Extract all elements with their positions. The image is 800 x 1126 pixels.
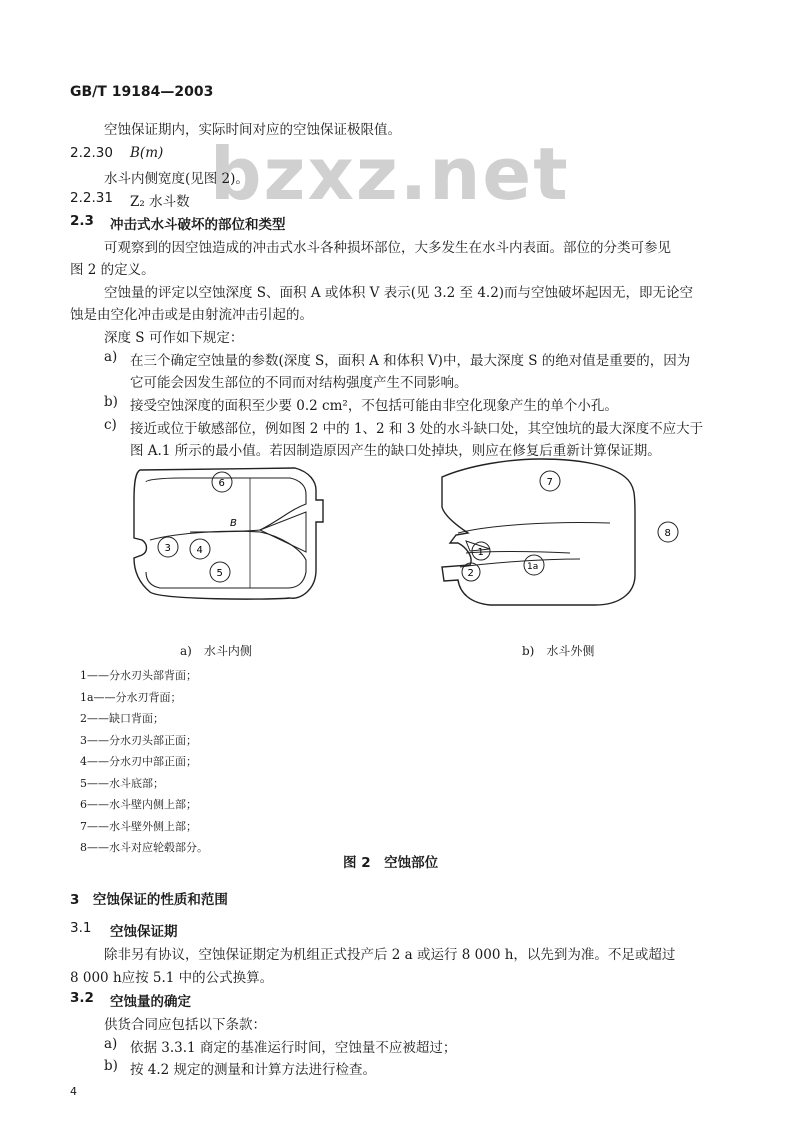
legend-item: 6——水斗壁内侧上部； bbox=[80, 798, 197, 811]
legend-item: 5——水斗底部； bbox=[80, 776, 164, 790]
section-title: 空蚀保证期 bbox=[110, 924, 178, 940]
section-title: 空蚀量的确定 bbox=[110, 994, 191, 1010]
callout-label: 7 bbox=[546, 477, 553, 488]
term-description: 水斗内侧宽度(见图 2)。 bbox=[104, 171, 249, 187]
figure-title: 图 2 空蚀部位 bbox=[343, 855, 439, 871]
paragraph-line: 可观察到的因空蚀造成的冲击式水斗各种损坏部位，大多发生在水斗内表面。部位的分类可参见 bbox=[104, 240, 671, 256]
callout-label: 1a bbox=[527, 562, 539, 572]
inner-upper-edge bbox=[146, 478, 306, 532]
page-number: 4 bbox=[70, 1085, 77, 1098]
legend-item: 1——分水刃头部背面； bbox=[80, 669, 197, 682]
watermark: bzxz.net bbox=[210, 132, 570, 216]
dimension-label: B bbox=[230, 518, 237, 529]
bucket-outline bbox=[134, 468, 323, 599]
callout-label: 6 bbox=[218, 478, 225, 489]
list-item-text: 在三个确定空蚀量的参数(深度 S，面积 A 和体积 V)中，最大深度 S 的绝对值是重要的，因为 bbox=[130, 353, 691, 369]
list-item-text: 它可能会因发生部位的不同而对结构强度产生不同影响。 bbox=[130, 375, 468, 391]
bucket-outline bbox=[442, 459, 635, 605]
outer-edge-line bbox=[458, 522, 610, 533]
list-label: a) bbox=[104, 349, 118, 365]
splitter-edge bbox=[260, 512, 306, 552]
list-item-text: 按 4.2 规定的测量和计算方法进行检查。 bbox=[130, 1062, 377, 1078]
list-label: b) bbox=[104, 394, 118, 410]
paragraph-line: 空蚀量的评定以空蚀深度 S、面积 A 或体积 V 表示(见 3.2 至 4.2)而与空蚀破坏起因无，即无论空 bbox=[104, 285, 694, 301]
legend-item: 3——分水刃头部正面； bbox=[80, 733, 197, 747]
section-title: 冲击式水斗破坏的部位和类型 bbox=[110, 217, 286, 233]
paragraph-line: 蚀是由空化冲击或是由射流冲击引起的。 bbox=[70, 307, 313, 323]
list-label: b) bbox=[104, 1058, 118, 1074]
list-label: a) bbox=[104, 1036, 118, 1052]
callout-label: 1 bbox=[477, 547, 484, 558]
paragraph-line: 8 000 h应按 5.1 中的公式换算。 bbox=[70, 970, 274, 986]
bucket-inner-figure bbox=[120, 460, 340, 620]
term-symbol: B(m) bbox=[130, 145, 164, 161]
text-line: 空蚀保证期内，实际时间对应的空蚀保证极限值。 bbox=[104, 122, 401, 138]
section-title: 3 空蚀保证的性质和范围 bbox=[70, 892, 228, 908]
section-number: 3.2 bbox=[70, 990, 94, 1006]
section-number: 2.3 bbox=[70, 213, 94, 229]
callout-label: 5 bbox=[216, 568, 223, 579]
legend-item: 2——缺口背面； bbox=[80, 712, 164, 725]
callout-label: 3 bbox=[164, 543, 171, 554]
figure-legend bbox=[80, 665, 208, 859]
section-number: 3.1 bbox=[70, 920, 92, 936]
paragraph-line: 供货合同应包括以下条款： bbox=[104, 1017, 266, 1033]
paragraph-line: 深度 S 可作如下规定： bbox=[104, 330, 244, 346]
legend-item: 4——分水刃中部正面； bbox=[80, 755, 197, 768]
bucket-outer-figure bbox=[430, 455, 690, 630]
list-item-text: 图 A.1 所示的最小值。若因制造原因产生的缺口处掉块，则应在修复后重新计算保证期。 bbox=[130, 443, 661, 459]
callout-label: 4 bbox=[196, 545, 203, 556]
section-number: 2.2.31 bbox=[70, 190, 113, 206]
list-item-text: 接受空蚀深度的面积至少要 0.2 cm²，不包括可能由非空化现象产生的单个小孔。 bbox=[130, 398, 618, 414]
legend-item: 8——水斗对应轮毂部分。 bbox=[80, 841, 208, 854]
paragraph-line: 除非另有协议，空蚀保证期定为机组正式投产后 2 a 或运行 8 000 h，以先到为准。不足或超过 bbox=[104, 947, 676, 963]
list-item-text: 依据 3.3.1 商定的基准运行时间，空蚀量不应被超过； bbox=[130, 1040, 457, 1056]
paragraph-line: 图 2 的定义。 bbox=[70, 262, 155, 278]
callout-label: 8 bbox=[664, 528, 671, 539]
legend-item: 1a——分水刃背面； bbox=[80, 690, 182, 704]
standard-number: GB/T 19184—2003 bbox=[70, 84, 214, 100]
figure-a-caption: a) 水斗内侧 bbox=[180, 644, 252, 658]
list-label: c) bbox=[104, 417, 117, 433]
legend-item: 7——水斗壁外侧上部； bbox=[80, 819, 197, 833]
list-item-text: 接近或位于敏感部位，例如图 2 中的 1、2 和 3 处的水斗缺口处，其空蚀坑的最大深度不应大于 bbox=[130, 421, 704, 437]
term-symbol: Z₂ 水斗数 bbox=[130, 194, 190, 210]
section-number: 2.2.30 bbox=[70, 145, 113, 161]
callout-label: 2 bbox=[467, 568, 474, 579]
figure-b-caption: b) 水斗外侧 bbox=[522, 644, 595, 658]
